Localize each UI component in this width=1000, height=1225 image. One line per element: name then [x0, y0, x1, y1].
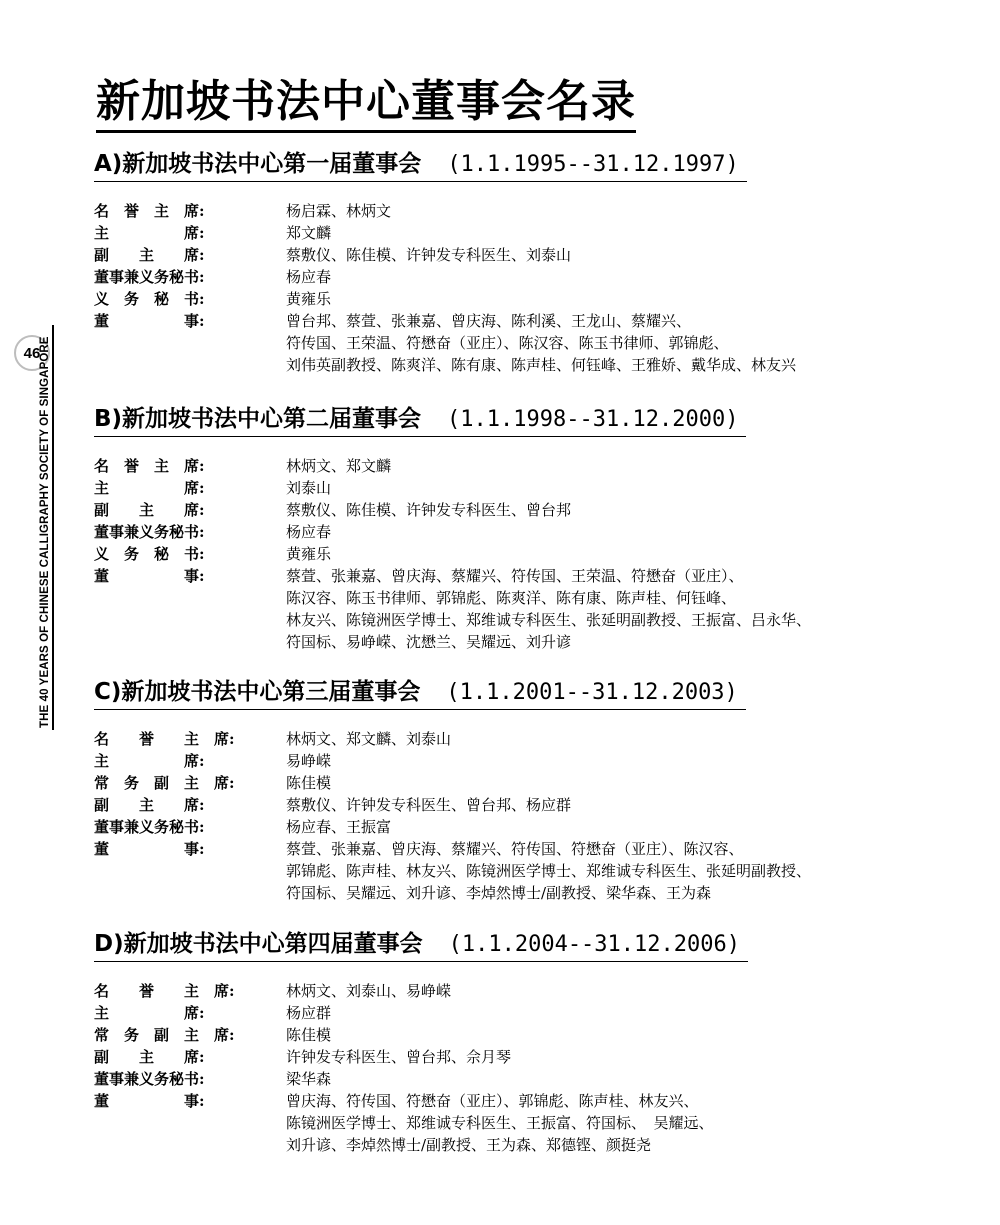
role-label: 义 务 秘 书: — [94, 545, 205, 563]
section-title: C)新加坡书法中心第三届董事会 — [94, 679, 421, 705]
role-row — [94, 728, 811, 750]
role-label: 副 主 席: — [94, 501, 205, 519]
role-names: 陈佳模 — [286, 774, 332, 792]
page-title: 新加坡书法中心董事会名录 — [96, 76, 636, 133]
role-names: 林炳文、刘泰山、易峥嵘 — [286, 982, 452, 1000]
role-label: 主 席: — [94, 224, 205, 242]
role-label: 董 事: — [94, 1092, 205, 1110]
role-names: 林炳文、郑文麟、刘泰山 — [286, 730, 452, 748]
role-names: 蔡敷仪、陈佳模、许钟发专科医生、曾台邦 — [286, 501, 572, 519]
role-row — [94, 794, 811, 816]
role-label: 董 事: — [94, 312, 205, 330]
role-label: 名 誉 主 席: — [94, 457, 205, 475]
role-label: 主 席: — [94, 752, 205, 770]
role-row — [94, 310, 796, 376]
role-label: 董事兼义务秘书: — [94, 268, 205, 286]
role-row — [94, 772, 811, 794]
section-heading — [94, 930, 748, 962]
role-label: 主 席: — [94, 479, 205, 497]
role-names: 刘泰山 — [286, 479, 332, 497]
role-names: 杨应春 — [286, 268, 332, 286]
role-names: 蔡敷仪、许钟发专科医生、曾台邦、杨应群 — [286, 796, 572, 814]
role-label: 董 事: — [94, 567, 205, 585]
role-names: 林炳文、郑文麟 — [286, 457, 392, 475]
role-names: 蔡敷仪、陈佳模、许钟发专科医生、刘泰山 — [286, 246, 572, 264]
role-row — [94, 565, 811, 653]
role-names: 蔡萱、张兼嘉、曾庆海、蔡耀兴、符传国、符懋奋（亚庄）、陈汉容、 郭锦彪、陈声桂、林友兴、陈镜洲医学博士、郑维诚专科医生、张延明副教授、 符国标、吴耀远、刘升谚、李焯然博士/副教授、梁华森、王为森 — [286, 840, 812, 902]
role-label: 常 务 副 主 席: — [94, 1026, 235, 1044]
role-row — [94, 499, 811, 521]
role-label: 董 事: — [94, 840, 205, 858]
role-list — [94, 980, 748, 1156]
role-label: 副 主 席: — [94, 796, 205, 814]
role-row — [94, 1068, 748, 1090]
role-names: 曾庆海、符传国、符懋奋（亚庄）、郭锦彪、陈声桂、林友兴、 陈镜洲医学博士、郑维诚专科医生、王振富、符国标、 吴耀远、 刘升谚、李焯然博士/副教授、王为森、郑德铿、颜挺尧 — [286, 1092, 714, 1154]
role-label: 名 誉 主 席: — [94, 202, 205, 220]
role-row — [94, 244, 796, 266]
role-names: 梁华森 — [286, 1070, 332, 1088]
role-label: 名 誉 主 席: — [94, 982, 235, 1000]
role-list — [94, 200, 796, 376]
role-names: 杨应春 — [286, 523, 332, 541]
role-names: 蔡萱、张兼嘉、曾庆海、蔡耀兴、符传国、王荣温、符懋奋（亚庄）、 陈汉容、陈玉书律师、郭锦彪、陈爽洋、陈有康、陈声桂、何钰峰、 林友兴、陈镜洲医学博士、郑维诚专科医生、张延明副教授、王振富、吕永华、 符国标、易峥嵘、沈懋兰、吴耀远、刘升谚 — [286, 567, 812, 651]
role-row — [94, 477, 811, 499]
role-row — [94, 980, 748, 1002]
role-names: 杨应群 — [286, 1004, 332, 1022]
role-label: 主 席: — [94, 1004, 205, 1022]
section-period: (1.1.2004--31.12.2006) — [448, 932, 741, 957]
section-board-3 — [94, 678, 811, 904]
page-number-badge: 46 — [14, 335, 50, 371]
section-heading — [94, 405, 746, 437]
section-period: (1.1.1998--31.12.2000) — [447, 407, 739, 432]
role-row — [94, 266, 796, 288]
role-row — [94, 838, 811, 904]
section-title: A)新加坡书法中心第一届董事会 — [94, 151, 422, 177]
role-list — [94, 455, 811, 653]
role-label: 董事兼义务秘书: — [94, 818, 205, 836]
role-row — [94, 222, 796, 244]
side-divider — [52, 325, 54, 730]
role-row — [94, 750, 811, 772]
role-names: 黄雍乐 — [286, 290, 332, 308]
role-label: 常 务 副 主 席: — [94, 774, 235, 792]
section-period: (1.1.2001--31.12.2003) — [446, 680, 738, 705]
section-board-1 — [94, 150, 796, 376]
section-heading — [94, 678, 746, 710]
role-label: 董事兼义务秘书: — [94, 1070, 205, 1088]
role-label: 义 务 秘 书: — [94, 290, 205, 308]
section-heading — [94, 150, 747, 182]
role-names: 郑文麟 — [286, 224, 332, 242]
role-row — [94, 1046, 748, 1068]
role-names: 许钟发专科医生、曾台邦、佘月琴 — [286, 1048, 512, 1066]
role-row — [94, 816, 811, 838]
role-names: 黄雍乐 — [286, 545, 332, 563]
role-row — [94, 455, 811, 477]
book-title-vertical: THE 40 YEARS OF CHINESE CALLIGRAPHY SOCIETY OF SINGAPORE — [39, 336, 51, 728]
role-names: 曾台邦、蔡萱、张兼嘉、曾庆海、陈利溪、王龙山、蔡耀兴、 符传国、王荣温、符懋奋（亚庄）、陈汉容、陈玉书律师、郭锦彪、 刘伟英副教授、陈爽洋、陈有康、陈声桂、何钰峰、王雅娇、戴华成、林友兴 — [286, 312, 797, 374]
section-period: (1.1.1995--31.12.1997) — [447, 152, 739, 177]
section-title: D)新加坡书法中心第四届董事会 — [94, 931, 423, 957]
role-label: 董事兼义务秘书: — [94, 523, 205, 541]
section-title: B)新加坡书法中心第二届董事会 — [94, 406, 422, 432]
role-row — [94, 1090, 748, 1156]
role-row — [94, 1002, 748, 1024]
section-board-4 — [94, 930, 748, 1156]
role-names: 杨应春、王振富 — [286, 818, 392, 836]
role-row — [94, 288, 796, 310]
role-names: 杨启霖、林炳文 — [286, 202, 392, 220]
role-row — [94, 521, 811, 543]
role-label: 副 主 席: — [94, 246, 205, 264]
role-names: 易峥嵘 — [286, 752, 332, 770]
role-row — [94, 1024, 748, 1046]
role-label: 副 主 席: — [94, 1048, 205, 1066]
role-row — [94, 200, 796, 222]
role-label: 名 誉 主 席: — [94, 730, 235, 748]
role-names: 陈佳模 — [286, 1026, 332, 1044]
role-row — [94, 543, 811, 565]
role-list — [94, 728, 811, 904]
section-board-2 — [94, 405, 811, 653]
